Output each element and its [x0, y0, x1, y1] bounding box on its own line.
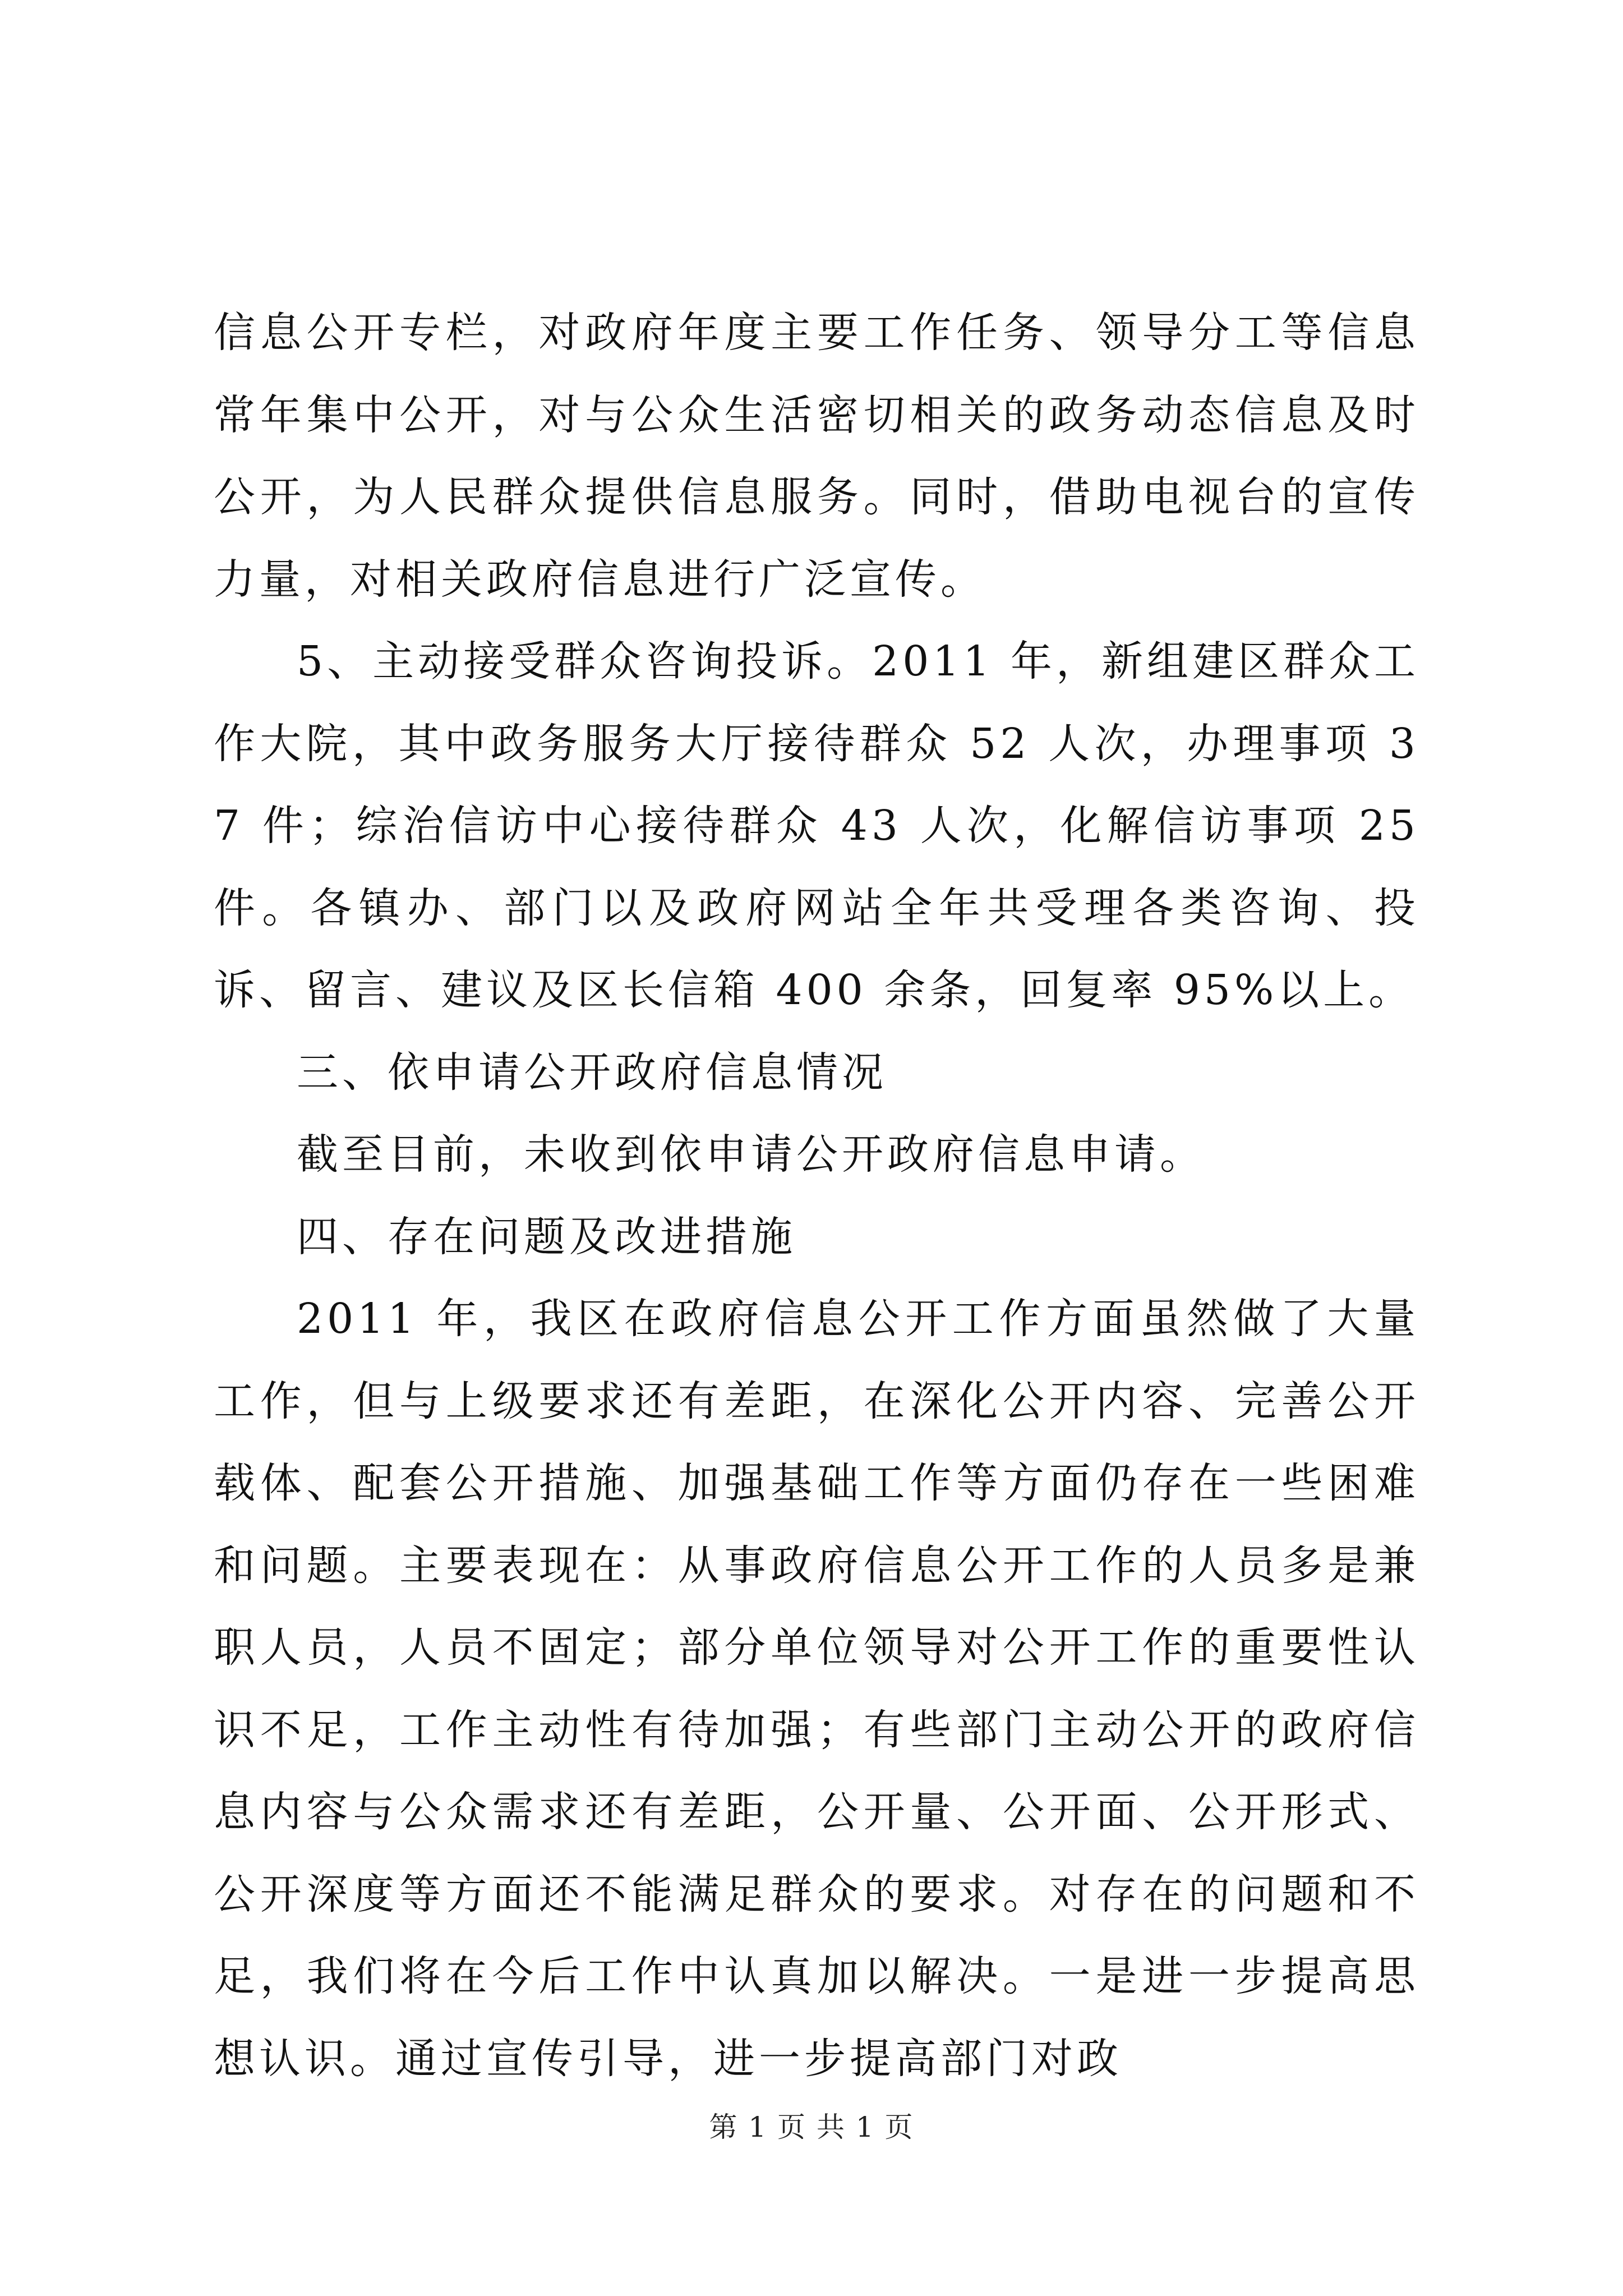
page-number-footer: 第 1 页 共 1 页	[709, 2111, 914, 2143]
document-body	[214, 292, 1419, 2100]
paragraph-6: 2011 年，我区在政府信息公开工作方面虽然做了大量工作，但与上级要求还有差距，在深化公开内容、完善公开载体、配套公开措施、加强基础工作等方面仍存在一些困难和问题。主要表现在：从事政府信息公开工作的人员多是兼职人员，人员不固定；部分单位领导对公开工作的重要性认识不足，工作主动性有待加强；有些部门主动公开的政府信息内容与公众需求还有差距，公开量、公开面、公开形式、公开深度等方面还不能满足群众的要求。对存在的问题和不足，我们将在今后工作中认真加以解决。一是进一步提高思想认识。通过宣传引导，进一步提高部门对政	[214, 1295, 1419, 2083]
paragraph-2: 5、主动接受群众咨询投诉。2011 年，新组建区群众工作大院，其中政务服务大厅接待群众 52 人次，办理事项 37 件；综治信访中心接待群众 43 人次，化解信访事项 25 件。各镇办、部门以及政府网站全年共受理各类咨询、投诉、留言、建议及区长信箱 400 余条，回复率 95%以上。	[214, 637, 1419, 1014]
section-heading-4: 四、存在问题及改进措施	[297, 1212, 796, 1261]
paragraph-4: 截至目前，未收到依申请公开政府信息申请。	[297, 1130, 1205, 1179]
paragraph-1: 信息公开专栏，对政府年度主要工作任务、领导分工等信息常年集中公开，对与公众生活密切相关的政务动态信息及时公开，为人民群众提供信息服务。同时，借助电视台的宣传力量，对相关政府信息进行广泛宣传。	[214, 309, 1419, 604]
section-heading-3: 三、依申请公开政府信息情况	[297, 1048, 887, 1097]
